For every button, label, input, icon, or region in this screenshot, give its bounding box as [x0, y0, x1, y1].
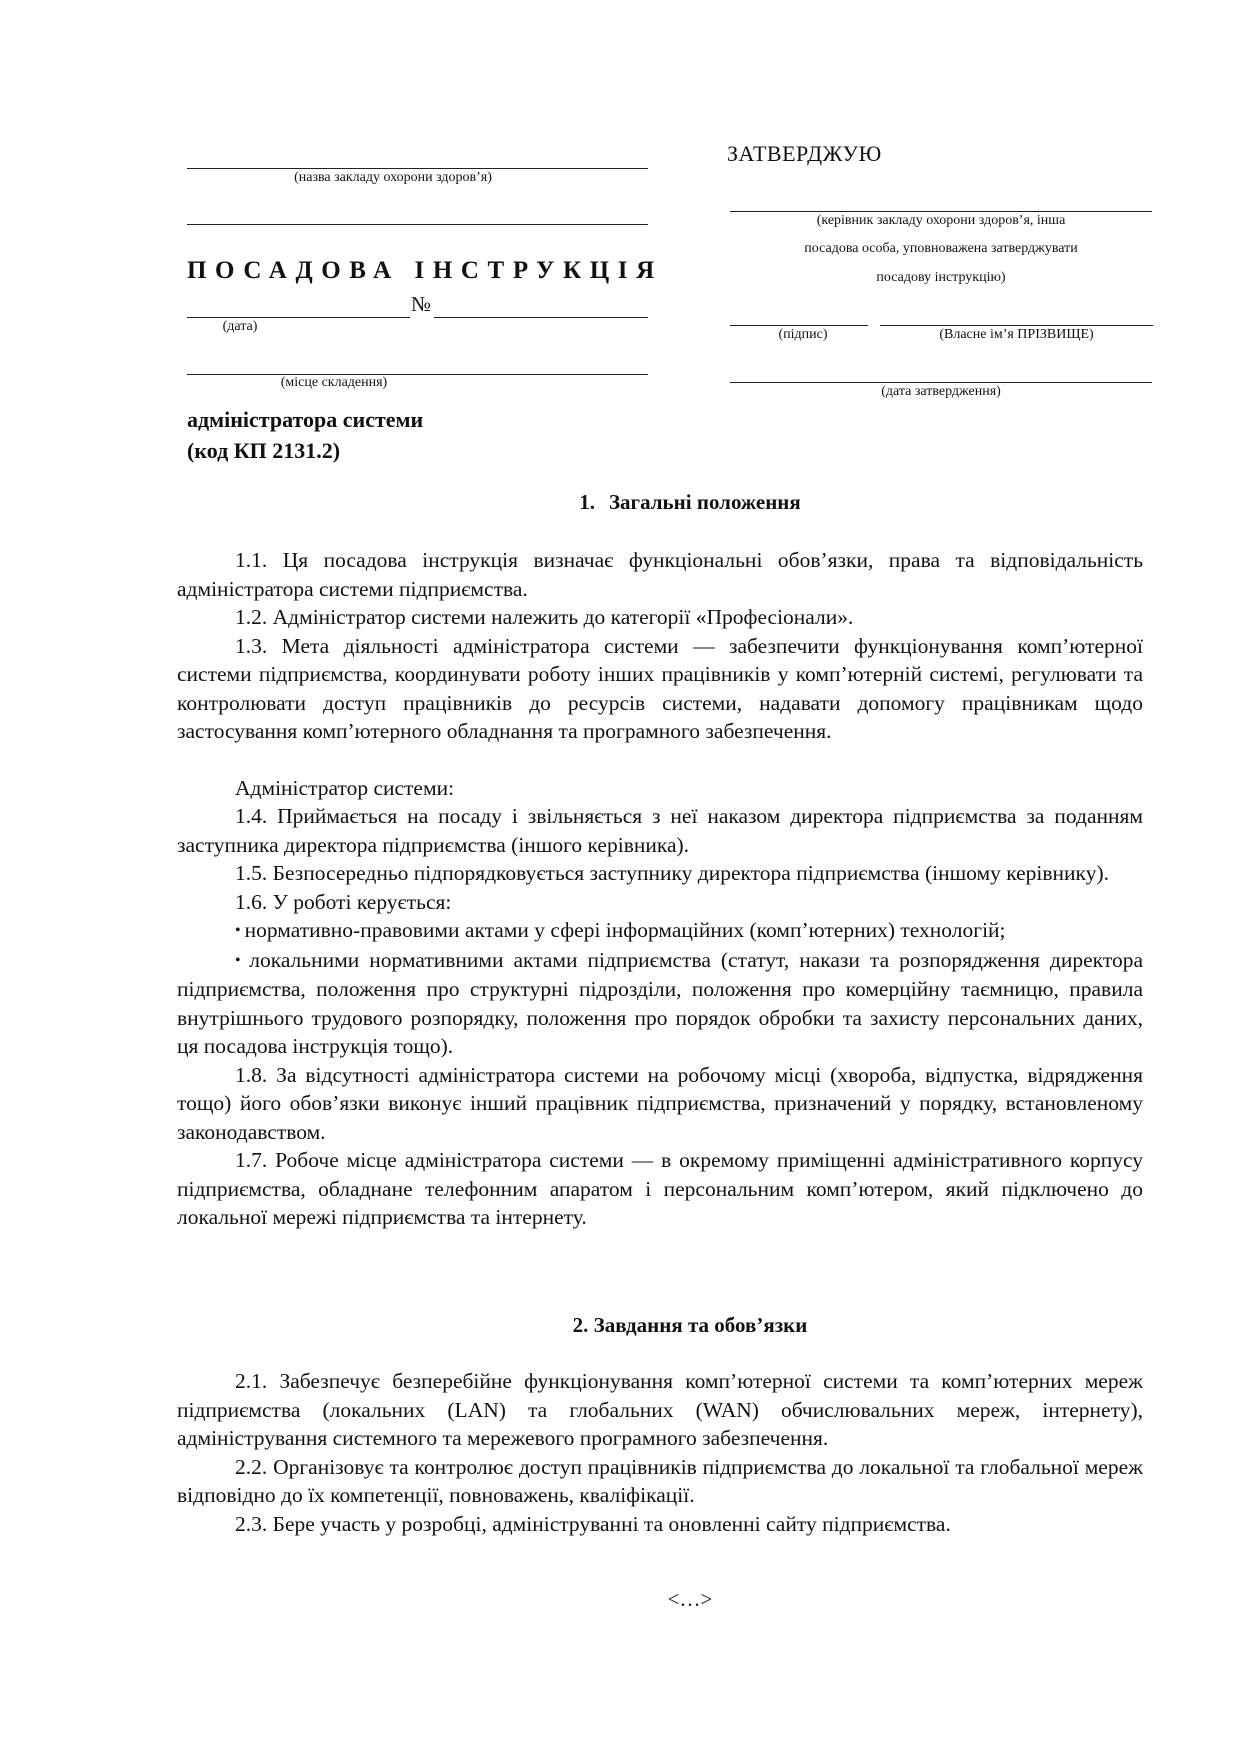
institution-caption: (назва закладу охорони здоров’я): [294, 170, 492, 185]
place-caption: (місце складення): [280, 375, 388, 390]
section-1-heading: [0, 490, 1240, 515]
name-caption: (Власне ім’я ПРІЗВИЩЕ): [939, 327, 1094, 342]
date-caption: (дата): [222, 319, 258, 334]
paragraph-2-1: 2.1. Забезпечує безперебійне функціонування комп’ютерної системи та комп’ютерних мереж підприємства (локальних (LAN) та глобальних (WAN) обчислювальних мереж, інтернету), адміністрування системного та мережевого програмного забезпечення.: [177, 1369, 1143, 1450]
number-line: [434, 317, 648, 318]
position-name: адміністратора системи: [187, 407, 424, 432]
section-1-number: 1.: [579, 490, 595, 514]
signature-line: [730, 325, 868, 326]
document-title: ПОСАДОВА ІНСТРУКЦІЯ: [187, 257, 663, 284]
head-caption-1: (керівник закладу охорони здоров’я, інша: [816, 213, 1066, 228]
head-caption-3: посадову інструкцію): [876, 270, 1006, 285]
paragraph-1-1: 1.1. Ця посадова інструкція визначає функціональні обов’язки, права та відповідальність адміністратора системи підприємства.: [177, 548, 1143, 601]
paragraph-2-2: 2.2. Організовує та контролює доступ працівників підприємства до локальної та глобальної мереж відповідно до їх компетенції, повноважень, кваліфікації.: [177, 1454, 1143, 1507]
name-line: [880, 325, 1153, 326]
paragraph-1-5: 1.5. Безпосередньо підпорядковується заступнику директора підприємства (іншому керівнику).: [235, 861, 1109, 885]
position-code: (код КП 2131.2): [187, 438, 341, 463]
head-caption-2: посадова особа, уповноважена затверджувати: [804, 241, 1078, 256]
paragraph-2-3: 2.3. Бере участь у розробці, адмініструванні та оновленні сайту підприємства.: [235, 1511, 951, 1536]
position-title: [187, 404, 423, 466]
number-sign: №: [411, 292, 432, 316]
head-name-line: [730, 211, 1152, 212]
institution-name-line: [187, 168, 648, 169]
paragraph-1-2: 1.2. Адміністратор системи належить до категорії «Професіонали».: [235, 605, 854, 629]
approval-date-line: [730, 382, 1152, 383]
approve-word: ЗАТВЕРДЖУЮ: [727, 141, 882, 166]
continuation-ellipsis: <…>: [667, 1587, 713, 1611]
paragraph-1-4: 1.4. Приймається на посаду і звільняється з неї наказом директора підприємства за поданням заступника директора підприємства (іншого керівника).: [177, 804, 1143, 857]
bullet-item-2: • локальними нормативними актами підприємства (статут, накази та розпорядження директора підприємства, положення про структурні підрозділи, положення про комерційну таємницю, правила внутрішнього трудового розпорядку, положення про порядок обробки та захисту персональних даних, ця посадова інструкція тощо).: [177, 946, 1143, 1061]
section-1-title: Загальні положення: [608, 490, 801, 514]
paragraph-1-7: 1.7. Робоче місце адміністратора системи — в окремому приміщенні адміністративного корпусу підприємства, обладнане телефонним апаратом і персональним комп’ютером, який підключено до локальної мережі підприємства та інтернету.: [177, 1148, 1143, 1229]
section-2-body: [177, 1367, 1143, 1538]
admin-intro: Адміністратор системи:: [235, 775, 455, 800]
approval-date-caption: (дата затвердження): [881, 384, 1001, 399]
section-1-body: [177, 546, 1143, 1232]
date-line: [187, 317, 410, 318]
paragraph-1-6: 1.6. У роботі керується:: [235, 889, 452, 914]
paragraph-1-3: 1.3. Мета діяльності адміністратора системи — забезпечити функціонування комп’ютерної системи підприємства, координувати роботу інших працівників у комп’ютерній системі, регулювати та контролювати доступ працівників до ресурсів системи, надавати допомогу працівникам щодо застосування комп’ютерного обладнання та програмного забезпечення.: [177, 633, 1143, 743]
institution-name-line-2: [187, 224, 648, 225]
signature-caption: (підпис): [778, 327, 828, 342]
section-2-heading: 2. Завдання та обов’язки: [572, 1313, 808, 1337]
paragraph-1-8: 1.8. За відсутності адміністратора системи на робочому місці (хвороба, відпустка, відрядження тощо) його обов’язки виконує інший працівник підприємства, призначений у порядку, встановленому законодавством.: [177, 1062, 1143, 1144]
bullet-item-1: • нормативно-правовими актами у сфері інформаційних (комп’ютерних) технологій;: [177, 916, 1143, 946]
